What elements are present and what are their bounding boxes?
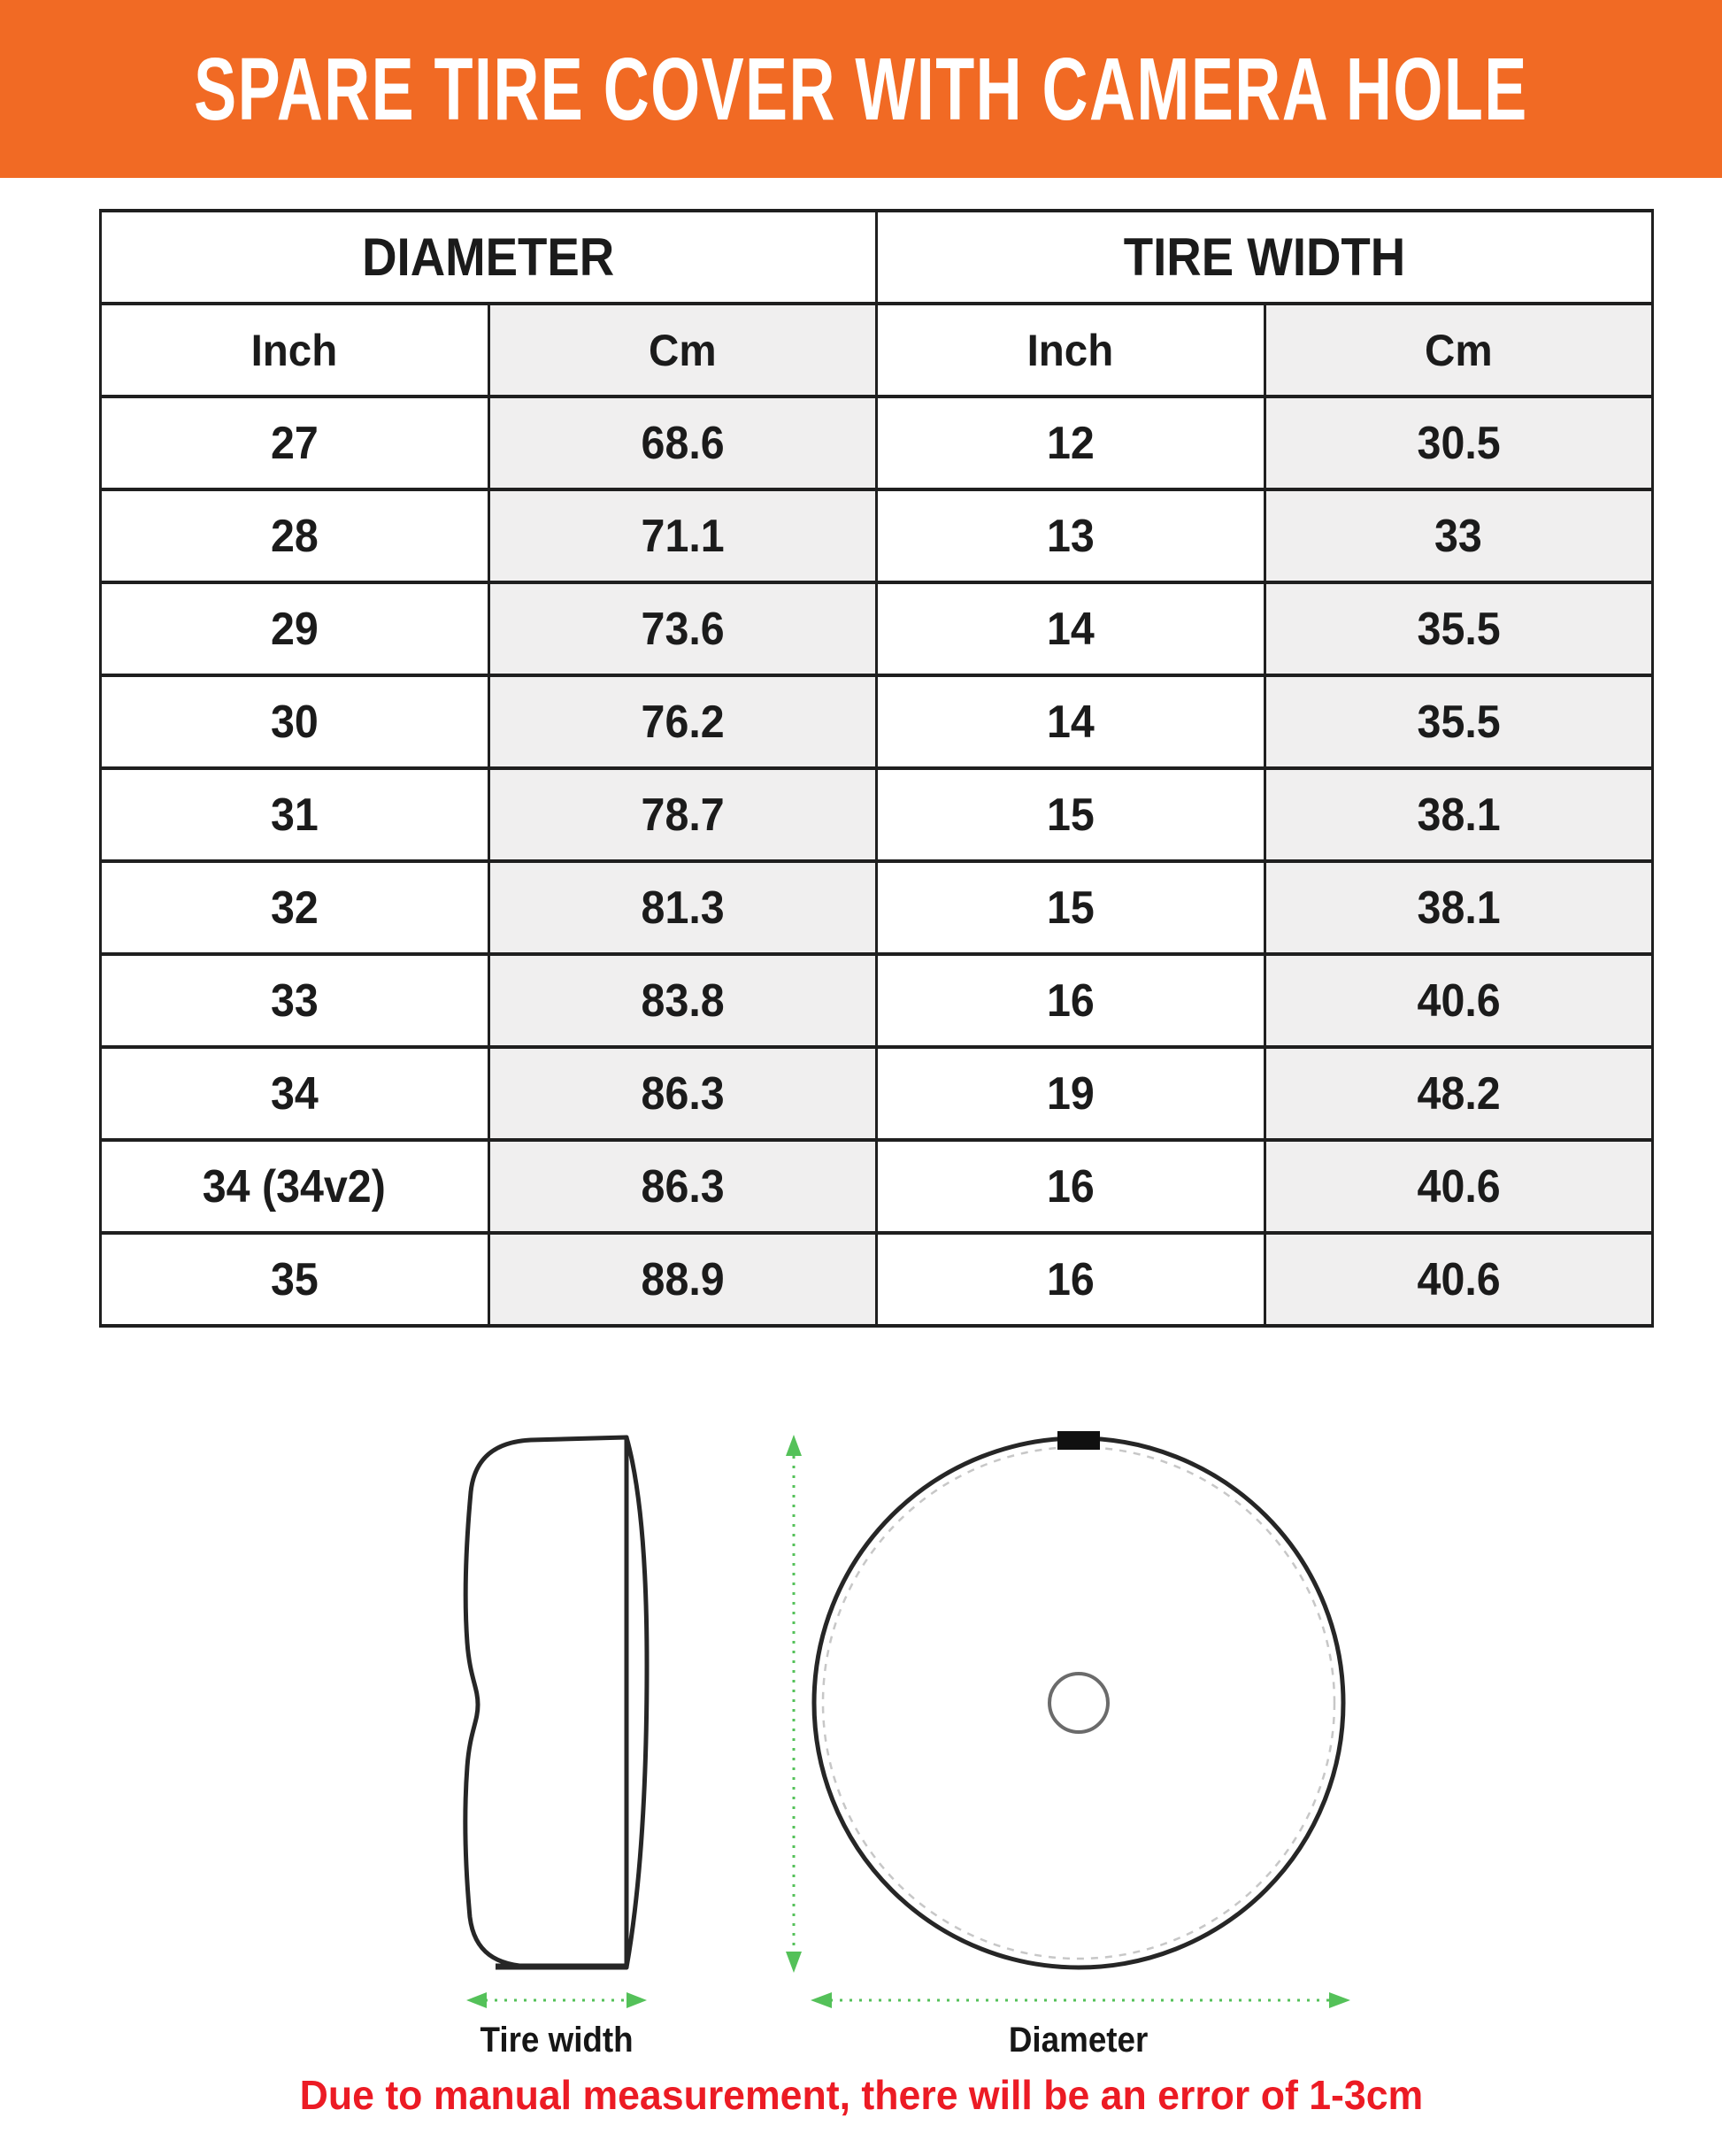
table-cell [1265, 954, 1653, 1047]
diameter-arrow [811, 1992, 1350, 2008]
table-row [101, 675, 1653, 768]
cell-value: 48.2 [1417, 1067, 1501, 1120]
cell-value: 34 [270, 1067, 319, 1120]
table-cell [877, 675, 1265, 768]
table-cell [488, 1140, 877, 1233]
table-cell [101, 1140, 489, 1233]
table-cell [1265, 1140, 1653, 1233]
diameter-label-text: Diameter [1009, 2021, 1149, 2060]
table-cell [488, 397, 877, 489]
cell-value: 14 [1046, 603, 1095, 655]
group-header-tire-width [877, 211, 1653, 304]
table-row [101, 768, 1653, 861]
cell-value: 27 [270, 417, 319, 469]
table-cell [1265, 1047, 1653, 1140]
table-cell [101, 582, 489, 675]
table-cell [101, 861, 489, 954]
column-header-inch [101, 304, 489, 397]
cell-value: 14 [1046, 696, 1095, 748]
table-cell [488, 582, 877, 675]
group-header-text: TIRE WIDTH [1123, 227, 1406, 287]
cell-value: 83.8 [641, 974, 725, 1027]
table-cell [877, 582, 1265, 675]
table-cell [877, 489, 1265, 582]
table-cell [101, 954, 489, 1047]
table-cell [488, 954, 877, 1047]
table-cell [1265, 861, 1653, 954]
cell-value: 15 [1046, 789, 1095, 841]
cell-value: 32 [270, 882, 319, 934]
cell-value: 16 [1046, 974, 1095, 1027]
table-cell [877, 397, 1265, 489]
tire-width-arrow [466, 1992, 647, 2008]
table-cell [488, 489, 877, 582]
group-header-diameter [101, 211, 877, 304]
diameter-label [902, 2021, 1256, 2060]
table-cell [488, 768, 877, 861]
size-chart-table [99, 209, 1654, 1328]
cell-value: 38.1 [1417, 789, 1501, 841]
table-cell [488, 675, 877, 768]
table-cell [1265, 397, 1653, 489]
cell-value: 33 [270, 974, 319, 1027]
table-cell [877, 1140, 1265, 1233]
cell-value: 35.5 [1417, 696, 1501, 748]
table-cell [101, 489, 489, 582]
cell-value: 30.5 [1417, 417, 1501, 469]
column-header-text: Inch [250, 325, 338, 375]
cell-value: 40.6 [1417, 1160, 1501, 1213]
table-cell [1265, 489, 1653, 582]
table-cell [101, 675, 489, 768]
table-row [101, 489, 1653, 582]
table-row [101, 861, 1653, 954]
cell-value: 71.1 [641, 510, 725, 562]
cell-value: 30 [270, 696, 319, 748]
title-banner [0, 0, 1722, 178]
cell-value: 19 [1046, 1067, 1095, 1120]
height-arrow [786, 1435, 802, 1973]
cell-value: 34 (34v2) [203, 1160, 387, 1213]
tire-side-right-bulge [627, 1437, 647, 1967]
table-cell [877, 1233, 1265, 1326]
table-row [101, 1233, 1653, 1326]
tire-side-outline [465, 1437, 627, 1967]
cell-value: 35 [270, 1253, 319, 1305]
column-header-row [101, 304, 1653, 397]
column-header-text: Inch [1026, 325, 1114, 375]
cell-value: 35.5 [1417, 603, 1501, 655]
table-cell [877, 768, 1265, 861]
cell-value: 68.6 [641, 417, 725, 469]
camera-hole-circle [1049, 1674, 1108, 1732]
cell-value: 33 [1434, 510, 1483, 562]
table-row [101, 582, 1653, 675]
cell-value: 40.6 [1417, 1253, 1501, 1305]
tire-side-view [465, 1437, 647, 1967]
cell-value: 86.3 [641, 1160, 725, 1213]
cell-value: 28 [270, 510, 319, 562]
table-cell [877, 861, 1265, 954]
table-cell [1265, 675, 1653, 768]
table-cell [488, 1047, 877, 1140]
column-header-text: Cm [648, 325, 717, 375]
cell-value: 13 [1046, 510, 1095, 562]
cell-value: 12 [1046, 417, 1095, 469]
table-cell [1265, 582, 1653, 675]
table-cell [877, 1047, 1265, 1140]
table-cell [1265, 1233, 1653, 1326]
cell-value: 16 [1046, 1253, 1095, 1305]
table-cell [488, 1233, 877, 1326]
table-cell [488, 861, 877, 954]
column-header-text: Cm [1424, 325, 1493, 375]
cell-value: 86.3 [641, 1067, 725, 1120]
group-header-text: DIAMETER [362, 227, 615, 287]
table-row [101, 1140, 1653, 1233]
cell-value: 88.9 [641, 1253, 725, 1305]
tire-width-label-text: Tire width [480, 2021, 634, 2060]
column-header-cm [488, 304, 877, 397]
page-title [0, 39, 1722, 139]
table-row [101, 1047, 1653, 1140]
tire-front-outer-circle [814, 1438, 1343, 1967]
cell-value: 15 [1046, 882, 1095, 934]
table-row [101, 954, 1653, 1047]
cell-value: 73.6 [641, 603, 725, 655]
tire-front-stitch-circle [823, 1447, 1334, 1959]
cell-value: 78.7 [641, 789, 725, 841]
cell-value: 16 [1046, 1160, 1095, 1213]
table-cell [101, 1047, 489, 1140]
page-title-text: SPARE TIRE COVER WITH CAMERA HOLE [194, 39, 1528, 139]
tire-front-view [814, 1431, 1343, 1967]
cell-value: 29 [270, 603, 319, 655]
column-header-inch [877, 304, 1265, 397]
measurement-disclaimer [0, 2071, 1722, 2120]
table-row [101, 397, 1653, 489]
measurement-disclaimer-text: Due to manual measurement, there will be an error of 1-3cm [299, 2072, 1423, 2118]
cell-value: 38.1 [1417, 882, 1501, 934]
table-cell [101, 768, 489, 861]
cell-value: 81.3 [641, 882, 725, 934]
table-cell [877, 954, 1265, 1047]
table-cell [101, 1233, 489, 1326]
column-header-cm [1265, 304, 1653, 397]
table-cell [1265, 768, 1653, 861]
tire-width-label [380, 2021, 734, 2060]
top-black-marker [1057, 1431, 1100, 1450]
group-header-row [101, 211, 1653, 304]
table-cell [101, 397, 489, 489]
cell-value: 31 [270, 789, 319, 841]
cell-value: 40.6 [1417, 974, 1501, 1027]
cell-value: 76.2 [641, 696, 725, 748]
